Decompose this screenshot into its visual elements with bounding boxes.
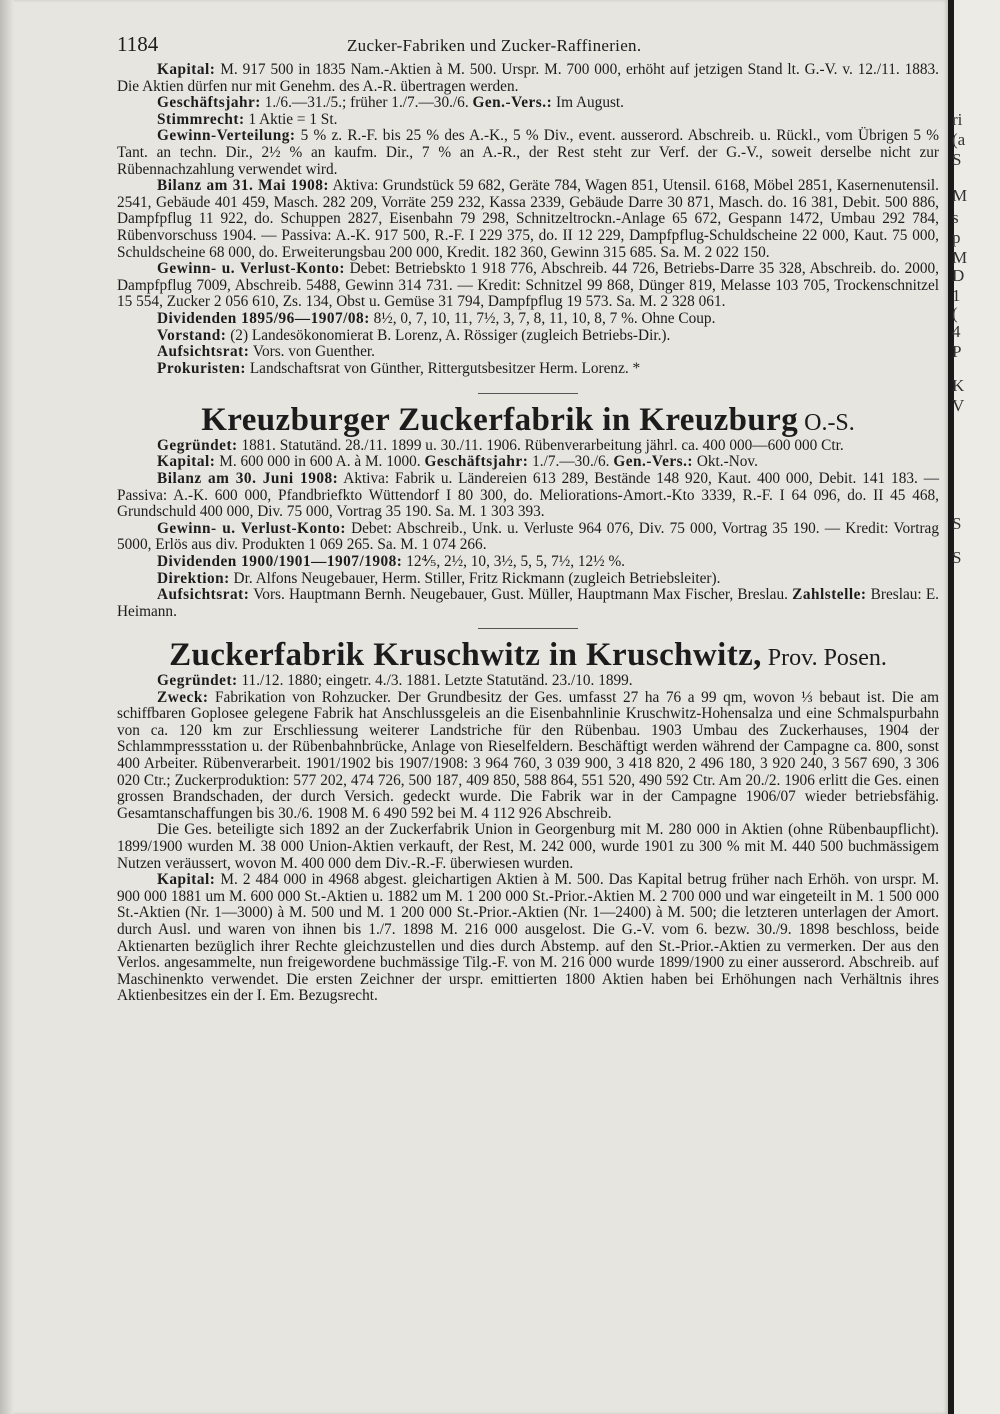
entry-text: 1 Aktie = 1 St. bbox=[244, 110, 338, 128]
company-name: Kreuzburger Zuckerfabrik in Kreuzburg bbox=[201, 402, 799, 439]
entry-label: Gen.-Vers.: bbox=[472, 94, 553, 112]
entry-text: Landschaftsrat von Günther, Rittergutsbesitzer Herm. Lorenz. * bbox=[246, 359, 641, 377]
entry-label: Aufsichtsrat: bbox=[157, 586, 250, 604]
entry-paragraph bbox=[117, 62, 939, 95]
entry-paragraph bbox=[117, 112, 939, 129]
entry-label: Dividenden 1895/96—1907/08: bbox=[157, 309, 370, 327]
running-title: Zucker-Fabriken und Zucker-Raffinerien. bbox=[347, 36, 642, 55]
entry-label: Prokuristen: bbox=[157, 359, 246, 377]
entry-label: Zahlstelle: bbox=[792, 586, 867, 604]
entry-text: M. 600 000 in 600 A. à M. 1000. bbox=[215, 453, 425, 471]
entry-paragraph bbox=[117, 587, 939, 620]
entry-text: Fabrikation von Rohzucker. Der Grundbesitz der Ges. umfasst 27 ha 76 a 99 qm, wovon ⅓ bebaut ist. Die am schiffbaren Goplosee gelegene Fabrik hat Anschlussgeleis an die Eisenbahnlinie Kruschwitz-Hohensalza und eine Schmalspurbahn von ca. 120 km zur Erschliessung weiterer Landstriche für den Rübenbau. 1903 Umbau des Zuckerhauses, 1904 der Schlammpressstation u. der Rübenbahnbrücke, Anlage von Rieselfeldern. Beschäftigt werden während der Campagne ca. 800, sonst 400 Arbeiter. Rübenverarbeit. 1901/1902 bis 1907/1908: 3 964 760, 3 039 900, 3 418 820, 2 496 180, 3 920 240, 3 567 690, 3 306 020 Ctr.; Zuckerproduktion: 577 202, 474 726, 500 187, 409 850, 588 864, 551 520, 490 592 Ctr. Am 20./2. 1906 erlitt die Ges. einen grossen Brandschaden, der durch Versich. gedeckt wurde. Die Fabrik war in der Campagne 1906/07 wieder betriebsfähig. Gesamtanschaffungen bis 30./6. 1908 M. 6 490 592 bei M. 4 112 926 Abschreib. bbox=[117, 688, 939, 822]
entry-text: 1881. Statutänd. 28./11. 1899 u. 30./11. 1906. Rübenverarbeitung jährl. ca. 400 000—600 000 Ctr. bbox=[237, 436, 844, 454]
entry-label: Geschäftsjahr: bbox=[157, 94, 261, 112]
entry-text: M. 2 484 000 in 4968 abgest. gleichartigen Aktien à M. 500. Das Kapital betrug früher nach Erhöh. von urspr. M. 900 000 1881 um M. 600 000 St.-Aktien u. 1882 um M. 1 200 000 St.-Prior.-Aktien M. 2 700 000 und war eingeteilt in M. 1 500 000 St.-Aktien (Nr. 1—3000) à M. 500 und M. 1 200 000 St.-Prior.-Aktien (Nr. 1—2400) à M. 500; die letzteren unterlagen der Amort. durch Ausl. und waren von ihnen bis 1./7. 1898 M. 216 000 ausgelost. Die G.-V. vom 6. bezw. 30./9. 1898 beschloss, beide Aktienarten bezüglich ihrer Rechte gleichzustellen und dies durch Abstemp. auf den St.-Prior.-Aktien zu vermerken. Der aus den Verlos. angesammelte, nun freigewordene buchmässige Tilg.-F. von M. 216 000 wurde 1899/1900 zu einer ausserord. Abschreib. auf Maschinenkto verwendet. Die ersten Zeichner der urspr. emittierten 1800 Aktien haben bei Erhöhungen nach Verhältnis ihres Aktienbesitzes ein der I. Em. Bezugsrecht. bbox=[117, 871, 939, 1005]
entry-text: 5 % z. R.-F. bis 25 % des A.-K., 5 % Div., event. ausserord. Abschreib. u. Rückl., vom Übrigen 5 % Tant. an techn. Dir., 2½ % an kaufm. Dir., 7 % an A.-R., der Rest steht zur Verf. der G.-V., soweit derselbe nicht zur Rübennachzahlung verwendet wird. bbox=[117, 127, 939, 178]
entry-label: Dividenden 1900/1901—1907/1908: bbox=[157, 553, 403, 571]
spacer bbox=[117, 377, 939, 385]
margin-fragment: ri bbox=[952, 110, 963, 129]
margin-fragment: V bbox=[952, 396, 965, 415]
entry-label: Direktion: bbox=[157, 569, 230, 587]
section-divider bbox=[478, 393, 578, 394]
entry-text: Debet: Abschreib., Unk. u. Verluste 964 076, Div. 75 000, Vortrag 35 190. — Kredit: Vortrag 5000, Erlös aus div. Produkten 1 069 265. Sa. M. 1 074 266. bbox=[117, 519, 939, 554]
margin-fragment: M bbox=[952, 248, 968, 267]
entry-text: Debet: Betriebskto 1 918 776, Abschreib. 44 726, Betriebs-Darre 35 328, Abschreib. do. 2000, Dampfpflug 7009, Abschreib. 5488, Gewinn 314 731. — Kredit: Schnitzel 99 868, Dünger 819, Melasse 103 705, Trockenschnitzel 15 554, Zucker 2 056 610, Zs. 134, Obst u. Gemüse 31 794, Dampfpflug 19 573. Sa. M. 2 328 061. bbox=[117, 260, 939, 311]
entry-paragraph bbox=[117, 554, 939, 571]
entry-label: Vorstand: bbox=[157, 326, 227, 344]
entry-label: Geschäftsjahr: bbox=[424, 453, 529, 471]
entry-label: Stimmrecht: bbox=[157, 110, 245, 128]
section-divider bbox=[478, 628, 578, 629]
margin-fragment: P bbox=[952, 342, 962, 361]
margin-fragment: ( bbox=[952, 304, 958, 323]
entry-text: Aktiva: Fabrik u. Ländereien 613 289, Bestände 148 920, Kaut. 400 000, Debit. 141 183. — Passiva: A.-K. 600 000, Pfandbriefkto Wüttendorf I 80 300, do. Meliorations-Amort.-Kto 3339, R.-F. I 64 096, do. II 45 468, Grundschuld 400 000, Div. 75 000, Vortrag 35 190. Sa. M. 1 303 393. bbox=[117, 470, 939, 521]
entry-paragraph bbox=[117, 344, 939, 361]
entry-label: Gen.-Vers.: bbox=[613, 453, 694, 471]
entry-label: Kapital: bbox=[157, 871, 216, 889]
adjacent-page-strip bbox=[948, 0, 1000, 1414]
entry-text: (2) Landesökonomierat B. Lorenz, A. Rössiger (zugleich Betriebs-Dir.). bbox=[226, 326, 671, 344]
entry-paragraph bbox=[117, 690, 939, 823]
sections-container bbox=[117, 62, 939, 1005]
entry-label: Gegründet: bbox=[157, 672, 238, 689]
entry-label: Kapital: bbox=[157, 453, 216, 471]
entry-text: Dr. Alfons Neugebauer, Herm. Stiller, Fritz Rickmann (zugleich Betriebsleiter). bbox=[229, 569, 721, 587]
margin-fragment: D bbox=[952, 266, 965, 285]
company-name: Zuckerfabrik Kruschwitz in Kruschwitz, bbox=[169, 637, 762, 674]
entry-paragraph bbox=[117, 261, 939, 311]
company-location: Prov. Posen. bbox=[761, 645, 887, 672]
entry-paragraph bbox=[117, 438, 939, 455]
entry-text: Aktiva: Grundstück 59 682, Geräte 784, Wagen 851, Utensil. 6168, Möbel 2851, Kasernenutensil. 2541, Gebäude 401 459, Masch. 282 209, Vorräte 259 232, Kassa 2339, Gebäude Darre 30 871, Masch. do. 16 381, Debit. 500 886, Dampfpflug 11 922, do. Schuppen 2827, Eisenbahn 79 298, Schnitzeltrockn.-Anlage 65 672, Gespann 1472, Umbau 292 784, Rübenvorschuss 1904. — Passiva: A.-K. 917 500, R.-F. I 229 375, do. II 12 229, Dampfpflug-Schuldscheine 22 000, Kaut. 75 000, Schuldscheine 68 000, do. Erweiterungsbau 200 000, Kredit. 182 360, Gewinn 315 685. Sa. M. 2 022 150. bbox=[117, 177, 940, 261]
entry-paragraph bbox=[117, 128, 939, 178]
entry-text: 8½, 0, 7, 10, 11, 7½, 3, 7, 8, 11, 10, 8, 7 %. Ohne Coup. bbox=[369, 309, 716, 327]
margin-fragment: p bbox=[952, 228, 961, 247]
margin-fragment: (a bbox=[952, 130, 966, 149]
entry-label: Bilanz am 31. Mai 1908: bbox=[157, 177, 329, 195]
entry-paragraph bbox=[117, 328, 939, 345]
entry-paragraph bbox=[117, 178, 939, 261]
margin-fragment: M bbox=[952, 186, 968, 205]
margin-fragment: S bbox=[952, 514, 962, 533]
entry-text: M. 917 500 in 1835 Nam.-Aktien à M. 500. Urspr. M. 700 000, erhöht auf jetzigen Stand lt. G.-V. v. 12./11. 1883. Die Aktien dürfen nur mit Genehm. des A.-R. übertragen werden. bbox=[117, 61, 939, 95]
page-content bbox=[117, 34, 939, 1005]
entry-text: Vors. von Guenther. bbox=[249, 343, 375, 361]
entry-label: Bilanz am 30. Juni 1908: bbox=[157, 470, 339, 488]
entry-text: 11./12. 1880; eingetr. 4./3. 1881. Letzte Statutänd. 23./10. 1899. bbox=[237, 672, 633, 689]
company-section-3 bbox=[117, 628, 939, 1004]
entry-text: 1./7.—30./6. bbox=[528, 453, 614, 471]
entry-paragraph bbox=[117, 311, 939, 328]
entry-paragraph bbox=[117, 872, 939, 1005]
entry-text: Breslau: E. Heimann. bbox=[117, 586, 939, 620]
company-location: O.-S. bbox=[798, 410, 855, 437]
company-title bbox=[117, 402, 939, 439]
margin-fragment: S bbox=[952, 548, 962, 567]
entry-paragraph bbox=[117, 521, 939, 554]
margin-fragment: K bbox=[952, 376, 965, 395]
entry-paragraph bbox=[117, 471, 939, 521]
entry-paragraph bbox=[117, 571, 939, 588]
margin-fragment: 4 bbox=[952, 322, 961, 341]
margin-fragment: s bbox=[952, 208, 959, 227]
page-number: 1184 bbox=[117, 32, 159, 56]
entry-label: Gewinn-Verteilung: bbox=[157, 127, 296, 145]
entry-label: Gewinn- u. Verlust-Konto: bbox=[157, 260, 345, 278]
entry-text: 1./6.—31./5.; früher 1./7.—30./6. bbox=[260, 94, 473, 112]
entry-label: Zweck: bbox=[157, 688, 209, 706]
company-section-1 bbox=[117, 62, 939, 385]
entry-text: Die Ges. beteiligte sich 1892 an der Zuckerfabrik Union in Georgenburg mit M. 280 000 in Aktien (ohne Rübenbaupflicht). 1899/1900 wurden M. 38 000 Union-Aktien verkauft, der Rest, M. 242 000, wurde 1901 zu 300 % mit M. 440 500 buchmässigem Nutzen veräussert, wovon M. 400 000 dem Div.-R.-F. überwiesen wurden. bbox=[117, 821, 939, 872]
entry-paragraph bbox=[117, 822, 939, 872]
entry-text: 12⅘, 2½, 10, 3½, 5, 5, 7½, 12½ %. bbox=[402, 553, 626, 571]
entry-text: Im August. bbox=[552, 94, 625, 112]
entry-text: Okt.-Nov. bbox=[693, 453, 758, 471]
entry-text: Vors. Hauptmann Bernh. Neugebauer, Gust. Müller, Hauptmann Max Fischer, Breslau. bbox=[249, 586, 793, 604]
entry-label: Gewinn- u. Verlust-Konto: bbox=[157, 519, 346, 537]
entry-paragraph bbox=[117, 361, 939, 378]
margin-fragment: 1 bbox=[952, 286, 961, 305]
page-header bbox=[117, 34, 939, 62]
entry-label: Kapital: bbox=[157, 61, 216, 78]
entry-paragraph bbox=[117, 454, 939, 471]
entry-label: Aufsichtsrat: bbox=[157, 343, 250, 361]
entry-paragraph bbox=[117, 95, 939, 112]
margin-fragment: S bbox=[952, 150, 962, 169]
company-title bbox=[117, 637, 939, 674]
entry-paragraph bbox=[117, 673, 939, 690]
company-section-2 bbox=[117, 393, 939, 620]
entry-label: Gegründet: bbox=[157, 436, 238, 454]
